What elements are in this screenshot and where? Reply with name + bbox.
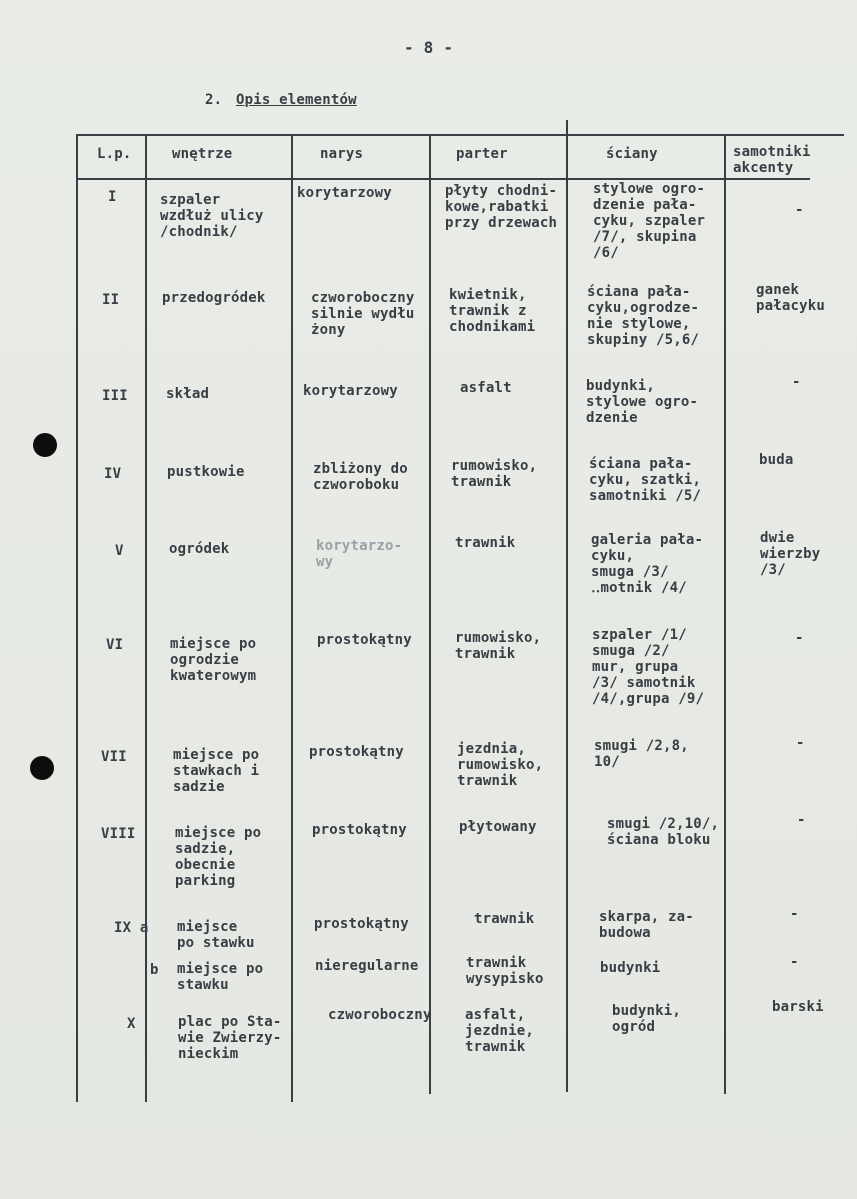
row-wnetrze: szpaler wzdłuż ulicy /chodnik/ [160, 192, 264, 240]
row-parter: kwietnik, trawnik z chodnikami [449, 287, 536, 335]
row-samotniki: ganek pałacyku [756, 282, 826, 314]
row-narys: korytarzowy [303, 383, 398, 399]
row-sciany: budynki, stylowe ogro- dzenie [586, 378, 699, 426]
row-lp: VII [101, 749, 127, 765]
row-wnetrze: miejsce po stawku [177, 919, 255, 951]
row-parter: asfalt, jezdnie, trawnik [465, 1007, 535, 1055]
row-samotniki: - [790, 906, 799, 922]
row-sciany: stylowe ogro- dzenie pała- cyku, szpaler /7/, skupina /6/ [593, 181, 706, 261]
table-col-line [724, 134, 726, 1094]
row-sciany: galeria pała- cyku, smuga /3/ ‥motnik /4/ [591, 532, 704, 596]
header-wnetrze: wnętrze [172, 146, 233, 162]
row-narys: prostokątny [317, 632, 412, 648]
header-sciany: ściany [606, 146, 658, 162]
row-parter: płytowany [459, 819, 537, 835]
row-samotniki: - [797, 812, 806, 828]
row-narys: czworoboczny [328, 1007, 432, 1023]
row-sciany: ściana pała- cyku,ogrodze- nie stylowe, skupiny /5,6/ [587, 284, 700, 348]
row-narys: zbliżony do czworoboku [313, 461, 408, 493]
row-samotniki: - [790, 954, 799, 970]
row-narys: nieregularne [315, 958, 419, 974]
table-col-line [566, 120, 568, 1092]
row-narys: prostokątny [314, 916, 409, 932]
row-parter: trawnik [455, 535, 516, 551]
row-sciany: smugi /2,10/, ściana bloku [607, 816, 720, 848]
row-parter: trawnik wysypisko [466, 955, 544, 987]
row-narys: prostokątny [309, 744, 404, 760]
row-samotniki: dwie wierzby /3/ [760, 530, 821, 578]
punch-hole-icon [30, 756, 54, 780]
row-parter: rumowisko, trawnik [455, 630, 542, 662]
row-lp: VIII [101, 826, 136, 842]
section-title: Opis elementów [236, 92, 357, 108]
row-samotniki: - [795, 202, 804, 218]
table-header-rule [76, 178, 810, 180]
row-lp: IV [104, 466, 122, 482]
row-sciany: ściana pała- cyku, szatki, samotniki /5/ [589, 456, 702, 504]
row-samotniki: buda [759, 452, 794, 468]
row-parter: jezdnia, rumowisko, trawnik [457, 741, 544, 789]
row-wnetrze: przedogródek [162, 290, 266, 306]
row-lp: II [102, 292, 120, 308]
row-lp: IX a [114, 920, 149, 936]
header-narys: narys [320, 146, 364, 162]
row-samotniki: - [792, 374, 801, 390]
row-wnetrze: pustkowie [167, 464, 245, 480]
row-wnetrze: miejsce po ogrodzie kwaterowym [170, 636, 257, 684]
row-wnetrze: ogródek [169, 541, 230, 557]
header-samotniki: samotniki akcenty [733, 144, 811, 176]
row-lp: b [150, 962, 159, 978]
row-samotniki: - [796, 735, 805, 751]
row-lp: I [108, 189, 117, 205]
table-col-line [76, 134, 78, 1102]
table-col-line [291, 134, 293, 1102]
row-samotniki: - [795, 630, 804, 646]
row-lp: III [102, 388, 128, 404]
row-parter: rumowisko, trawnik [451, 458, 538, 490]
row-sciany: szpaler /1/ smuga /2/ mur, grupa /3/ samotnik /4/,grupa /9/ [592, 627, 705, 707]
row-wnetrze: miejsce po stawkach i sadzie [173, 747, 260, 795]
row-lp: VI [106, 637, 124, 653]
header-lp: L.p. [97, 146, 132, 162]
row-sciany: skarpa, za- budowa [599, 909, 694, 941]
section-number: 2. [205, 92, 223, 108]
table-col-line [145, 134, 147, 1102]
table-col-line [429, 134, 431, 1094]
table-top-rule [76, 134, 844, 136]
row-wnetrze: miejsce po stawku [177, 961, 264, 993]
row-lp: V [115, 543, 124, 559]
row-samotniki: barski [772, 999, 824, 1015]
row-wnetrze: miejsce po sadzie, obecnie parking [175, 825, 262, 889]
row-sciany: budynki [600, 960, 661, 976]
row-narys: korytarzowy [297, 185, 392, 201]
row-sciany: smugi /2,8, 10/ [594, 738, 689, 770]
punch-hole-icon [33, 433, 57, 457]
row-narys: czworoboczny silnie wydłu żony [311, 290, 415, 338]
row-wnetrze: skład [166, 386, 210, 402]
row-parter: asfalt [460, 380, 512, 396]
row-lp: X [127, 1016, 136, 1032]
row-narys: korytarzo- wy [316, 538, 403, 570]
row-parter: trawnik [474, 911, 535, 927]
row-wnetrze: plac po Sta- wie Zwierzy- nieckim [178, 1014, 282, 1062]
row-parter: płyty chodni- kowe,rabatki przy drzewach [445, 183, 558, 231]
row-sciany: budynki, ogród [612, 1003, 682, 1035]
row-narys: prostokątny [312, 822, 407, 838]
page-number: - 8 - [404, 38, 454, 57]
header-parter: parter [456, 146, 508, 162]
